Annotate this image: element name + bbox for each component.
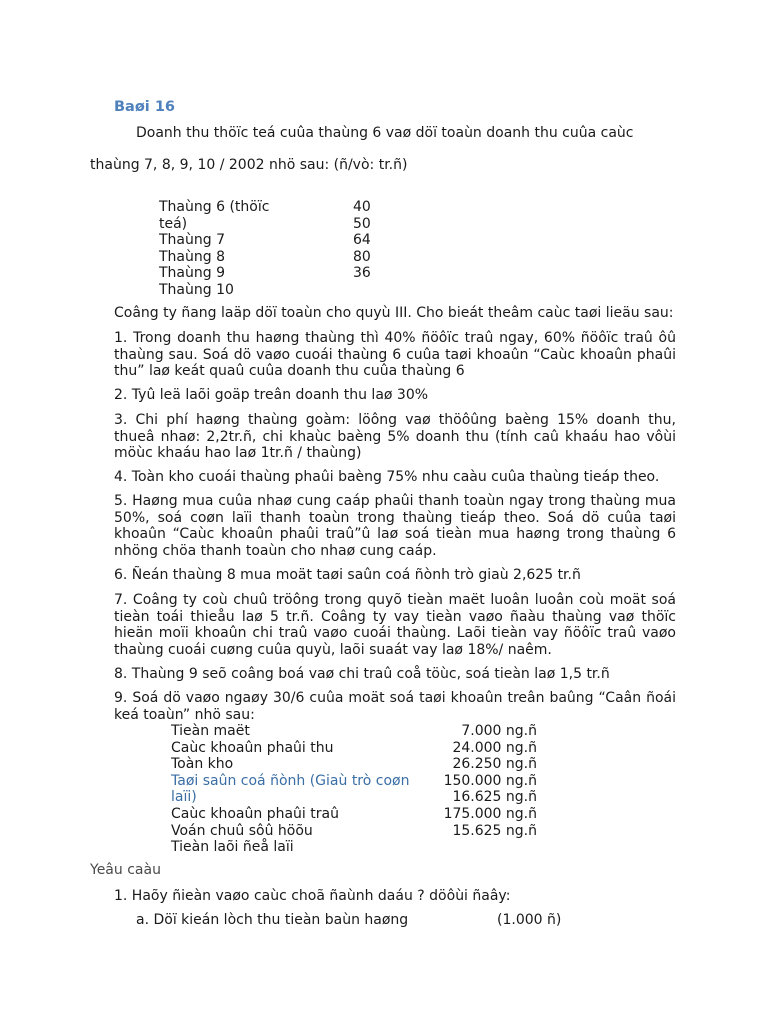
list-item-6: 6. Ñeán thaùng 8 mua moät taøi saûn coá ñònh trò giaù 2,625 tr.ñ <box>114 567 581 583</box>
balance-label: Taøi saûn coá ñònh (Giaù trò coøn <box>171 772 410 789</box>
requirement-1a: a. Döï kieán lòch thu tieàn baùn haøng <box>136 912 409 928</box>
revenue-row <box>159 282 399 299</box>
requirement-1: 1. Haõy ñieàn vaøo caùc choã ñaùnh daáu ? döôùi ñaây: <box>114 888 511 904</box>
revenue-value: 50 <box>353 215 371 232</box>
intro-line-1: Doanh thu thöïc teá cuûa thaùng 6 vaø döï toaùn doanh thu cuûa caùc <box>136 125 634 141</box>
revenue-row <box>159 199 399 216</box>
balance-sheet-table <box>171 723 537 856</box>
balance-row <box>171 823 537 840</box>
revenue-value: 40 <box>353 199 371 215</box>
revenue-value: 64 <box>353 232 371 248</box>
balance-row <box>171 756 537 773</box>
requirement-1a-unit: (1.000 ñ) <box>497 912 562 928</box>
revenue-month: Thaùng 9 <box>159 265 225 281</box>
balance-value: 150.000 ng.ñ <box>443 772 537 789</box>
company-statement: Coâng ty ñang laäp döï toaùn cho quyù III. Cho bieát theâm caùc taøi lieäu sau: <box>114 305 674 321</box>
exercise-title: Baøi 16 <box>114 99 175 115</box>
list-item-2: 2. Tyû leä laõi goäp treân doanh thu laø 30% <box>114 387 429 403</box>
list-item-7: 7. Coâng ty coù chuû tröông trong quyõ tieàn maët luoân luoân coù moät soá tieàn toái thieåu laø 5 tr.ñ. Coâng ty vay tieàn vaøo ñaàu thaùng vaø thöïc hieän moïi khoaûn chi traû vaøo cuoái thaùng. Laõi tieàn vay ñöôïc traû vaøo thaùng cuoái cuøng cuûa quyù, laõi suaát vay laø 18%/ naêm. <box>114 592 676 658</box>
revenue-row <box>159 249 399 266</box>
list-item-5: 5. Haøng mua cuûa nhaø cung caáp phaûi thanh toaùn ngay trong thaùng mua 50%, soá coøn laïi thanh toaùn trong thaùng tieáp theo. Soá dö cuûa taøi khoaûn “Caùc khoaûn phaûi traû”û laø soá tieàn mua haøng trong thaùng 6 nhöng chöa thanh toaùn cho nhaø cung caáp. <box>114 493 676 559</box>
balance-label: Caùc khoaûn phaûi traû <box>171 805 339 822</box>
revenue-month: Thaùng 8 <box>159 248 225 265</box>
revenue-month: Thaùng 10 <box>159 281 234 298</box>
balance-row <box>171 806 537 823</box>
balance-row <box>171 773 537 790</box>
balance-label: Toàn kho <box>171 756 234 773</box>
balance-row <box>171 740 537 757</box>
requirements-heading: Yeâu caàu <box>90 862 161 878</box>
list-item-9: 9. Soá dö vaøo ngaøy 30/6 cuûa moät soá taøi khoaûn treân baûng “Caân ñoái keá toaùn” nhö sau: <box>114 690 676 723</box>
balance-label: Tieàn laõi ñeå laïi <box>171 839 294 856</box>
balance-label: laïi) <box>171 789 197 806</box>
balance-label: Voán chuû sôû höõu <box>171 822 313 839</box>
balance-value: 7.000 ng.ñ <box>461 723 537 739</box>
balance-value: 15.625 ng.ñ <box>452 822 537 839</box>
revenue-row <box>159 232 399 249</box>
balance-row <box>171 723 537 740</box>
balance-value: 26.250 ng.ñ <box>452 756 537 773</box>
list-item-3: 3. Chi phí haøng thaùng goàm: löông vaø thöôûng baèng 15% doanh thu, thueâ nhaø: 2,2tr.ñ, chi khaùc baèng 5% doanh thu (tính caû khaáu hao vôùi möùc khaáu hao laø 1tr.ñ / thaùng) <box>114 412 676 462</box>
balance-label: Tieàn maët <box>171 723 250 739</box>
revenue-value: 36 <box>353 265 371 281</box>
revenue-month: Thaùng 6 (thöïc <box>159 199 270 215</box>
revenue-month: teá) <box>159 215 188 232</box>
balance-value: 175.000 ng.ñ <box>443 805 537 822</box>
revenue-value: 80 <box>353 248 371 265</box>
list-item-8: 8. Thaùng 9 seõ coâng boá vaø chi traû coå töùc, soá tieàn laø 1,5 tr.ñ <box>114 666 610 682</box>
balance-row <box>171 839 537 856</box>
balance-value: 16.625 ng.ñ <box>452 789 537 806</box>
revenue-row <box>159 216 399 233</box>
intro-line-2: thaùng 7, 8, 9, 10 / 2002 nhö sau: (ñ/vò: tr.ñ) <box>90 157 408 173</box>
balance-label: Caùc khoaûn phaûi thu <box>171 739 334 756</box>
balance-row <box>171 789 537 806</box>
balance-value: 24.000 ng.ñ <box>452 739 537 756</box>
revenue-month: Thaùng 7 <box>159 232 225 248</box>
revenue-table <box>159 199 399 298</box>
list-item-4: 4. Toàn kho cuoái thaùng phaûi baèng 75% nhu caàu cuûa thaùng tieáp theo. <box>114 469 660 485</box>
revenue-row <box>159 265 399 282</box>
list-item-1: 1. Trong doanh thu haøng thaùng thì 40% ñöôïc traû ngay, 60% ñöôïc traû ôû thaùng sau. Soá dö vaøo cuoái thaùng 6 cuûa taøi khoaûn “Caùc khoaûn phaûi thu” laø keát quaû cuûa doanh thu cuûa thaùng 6 <box>114 330 676 380</box>
